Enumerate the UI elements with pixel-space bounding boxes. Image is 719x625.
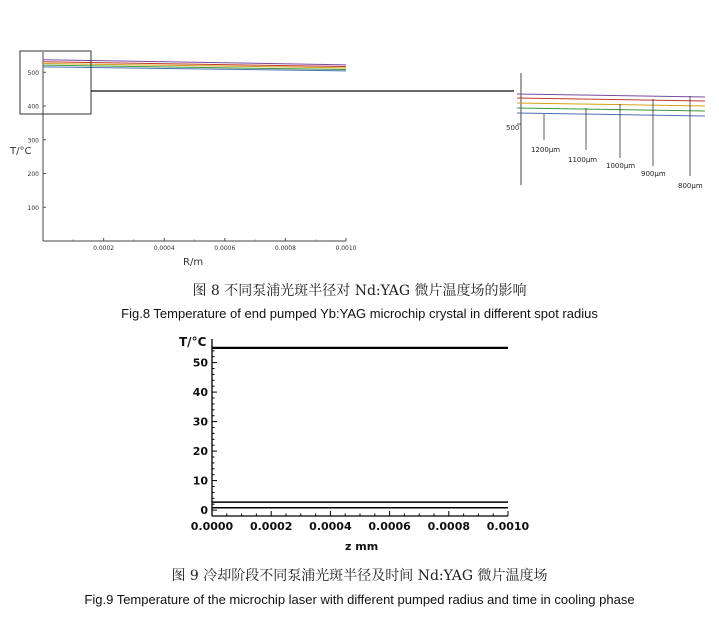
- fig8-x-tick-label: 0.0008: [274, 245, 296, 252]
- fig9-x-tick-label: 0.0000: [190, 520, 234, 533]
- fig9-y-tick-label: 10: [192, 474, 208, 488]
- fig8-inset-label: 1200μm: [531, 146, 561, 154]
- fig9-y-ticks: [193, 351, 217, 517]
- fig8-inset-line-3: [517, 108, 705, 111]
- fig9-x-tick-label: 0.0008: [427, 520, 471, 533]
- fig8-inset-label: 800μm: [678, 182, 703, 190]
- fig9-y-label: T/°C: [179, 335, 207, 349]
- fig9-x-label: z mm: [345, 540, 379, 553]
- fig8-inset-series: [517, 94, 705, 124]
- fig8-inset-line-2: [517, 103, 705, 106]
- fig9-y-tick-label: 40: [192, 386, 208, 400]
- fig9-caption-en: Fig.9 Temperature of the microchip laser with different pumped radius and time in cooling phase: [84, 592, 635, 607]
- fig8-y-tick-label: 100: [27, 204, 39, 212]
- fig8-inset-line-4: [517, 113, 705, 116]
- fig9-y-tick-label: 0: [200, 504, 208, 518]
- fig8-x-tick-label: 0.0010: [335, 245, 357, 252]
- fig8-inset-y-tick: 500: [506, 124, 520, 132]
- fig9-series: [212, 348, 508, 508]
- fig8-x-tick-label: 0.0002: [93, 245, 115, 252]
- fig9-y-tick-label: 50: [192, 356, 208, 370]
- fig8-y-label: T/°C: [10, 146, 32, 157]
- fig8-main-plot: [9, 51, 514, 268]
- fig9-x-ticks: [191, 511, 530, 533]
- fig8-y-tick-label: 500: [27, 69, 39, 77]
- fig9-y-tick-label: 30: [192, 415, 208, 429]
- fig9-caption-cn: 图 9 冷却阶段不同泵浦光斑半径及时间 Nd:YAG 微片温度场: [171, 568, 548, 584]
- fig8-series: [43, 60, 346, 71]
- fig9-x-tick-label: 0.0002: [249, 520, 293, 533]
- fig8-x-tick-label: 0.0006: [214, 245, 236, 252]
- fig8-x-label: R/m: [183, 257, 204, 268]
- fig8-inset-label: 1000μm: [606, 162, 636, 170]
- fig9-y-tick-label: 20: [192, 445, 208, 459]
- fig8-x-ticks: [73, 238, 356, 252]
- fig8-y-tick-label: 200: [27, 171, 39, 178]
- fig8-inset-line-1: [517, 98, 705, 101]
- fig8-caption-en: Fig.8 Temperature of end pumped Yb:YAG microchip crystal in different spot radius: [121, 306, 598, 321]
- fig9-x-tick-label: 0.0006: [368, 520, 411, 533]
- fig8-caption-cn: 图 8 不同泵浦光斑半径对 Nd:YAG 微片温度场的影响: [192, 283, 527, 299]
- fig8-inset-label: 900μm: [641, 170, 666, 178]
- fig8-y-tick-label: 400: [27, 103, 39, 111]
- fig9-x-tick-label: 0.0004: [309, 520, 352, 533]
- fig8-y-tick-label: 300: [27, 137, 39, 145]
- fig8-x-tick-label: 0.0004: [153, 245, 175, 252]
- fig8-inset-line-0: [517, 94, 705, 97]
- fig8-inset: [506, 73, 705, 190]
- fig9-x-tick-label: 0.0010: [486, 520, 530, 533]
- fig9-plot: [179, 335, 530, 553]
- fig8-inset-label: 1100μm: [568, 156, 598, 164]
